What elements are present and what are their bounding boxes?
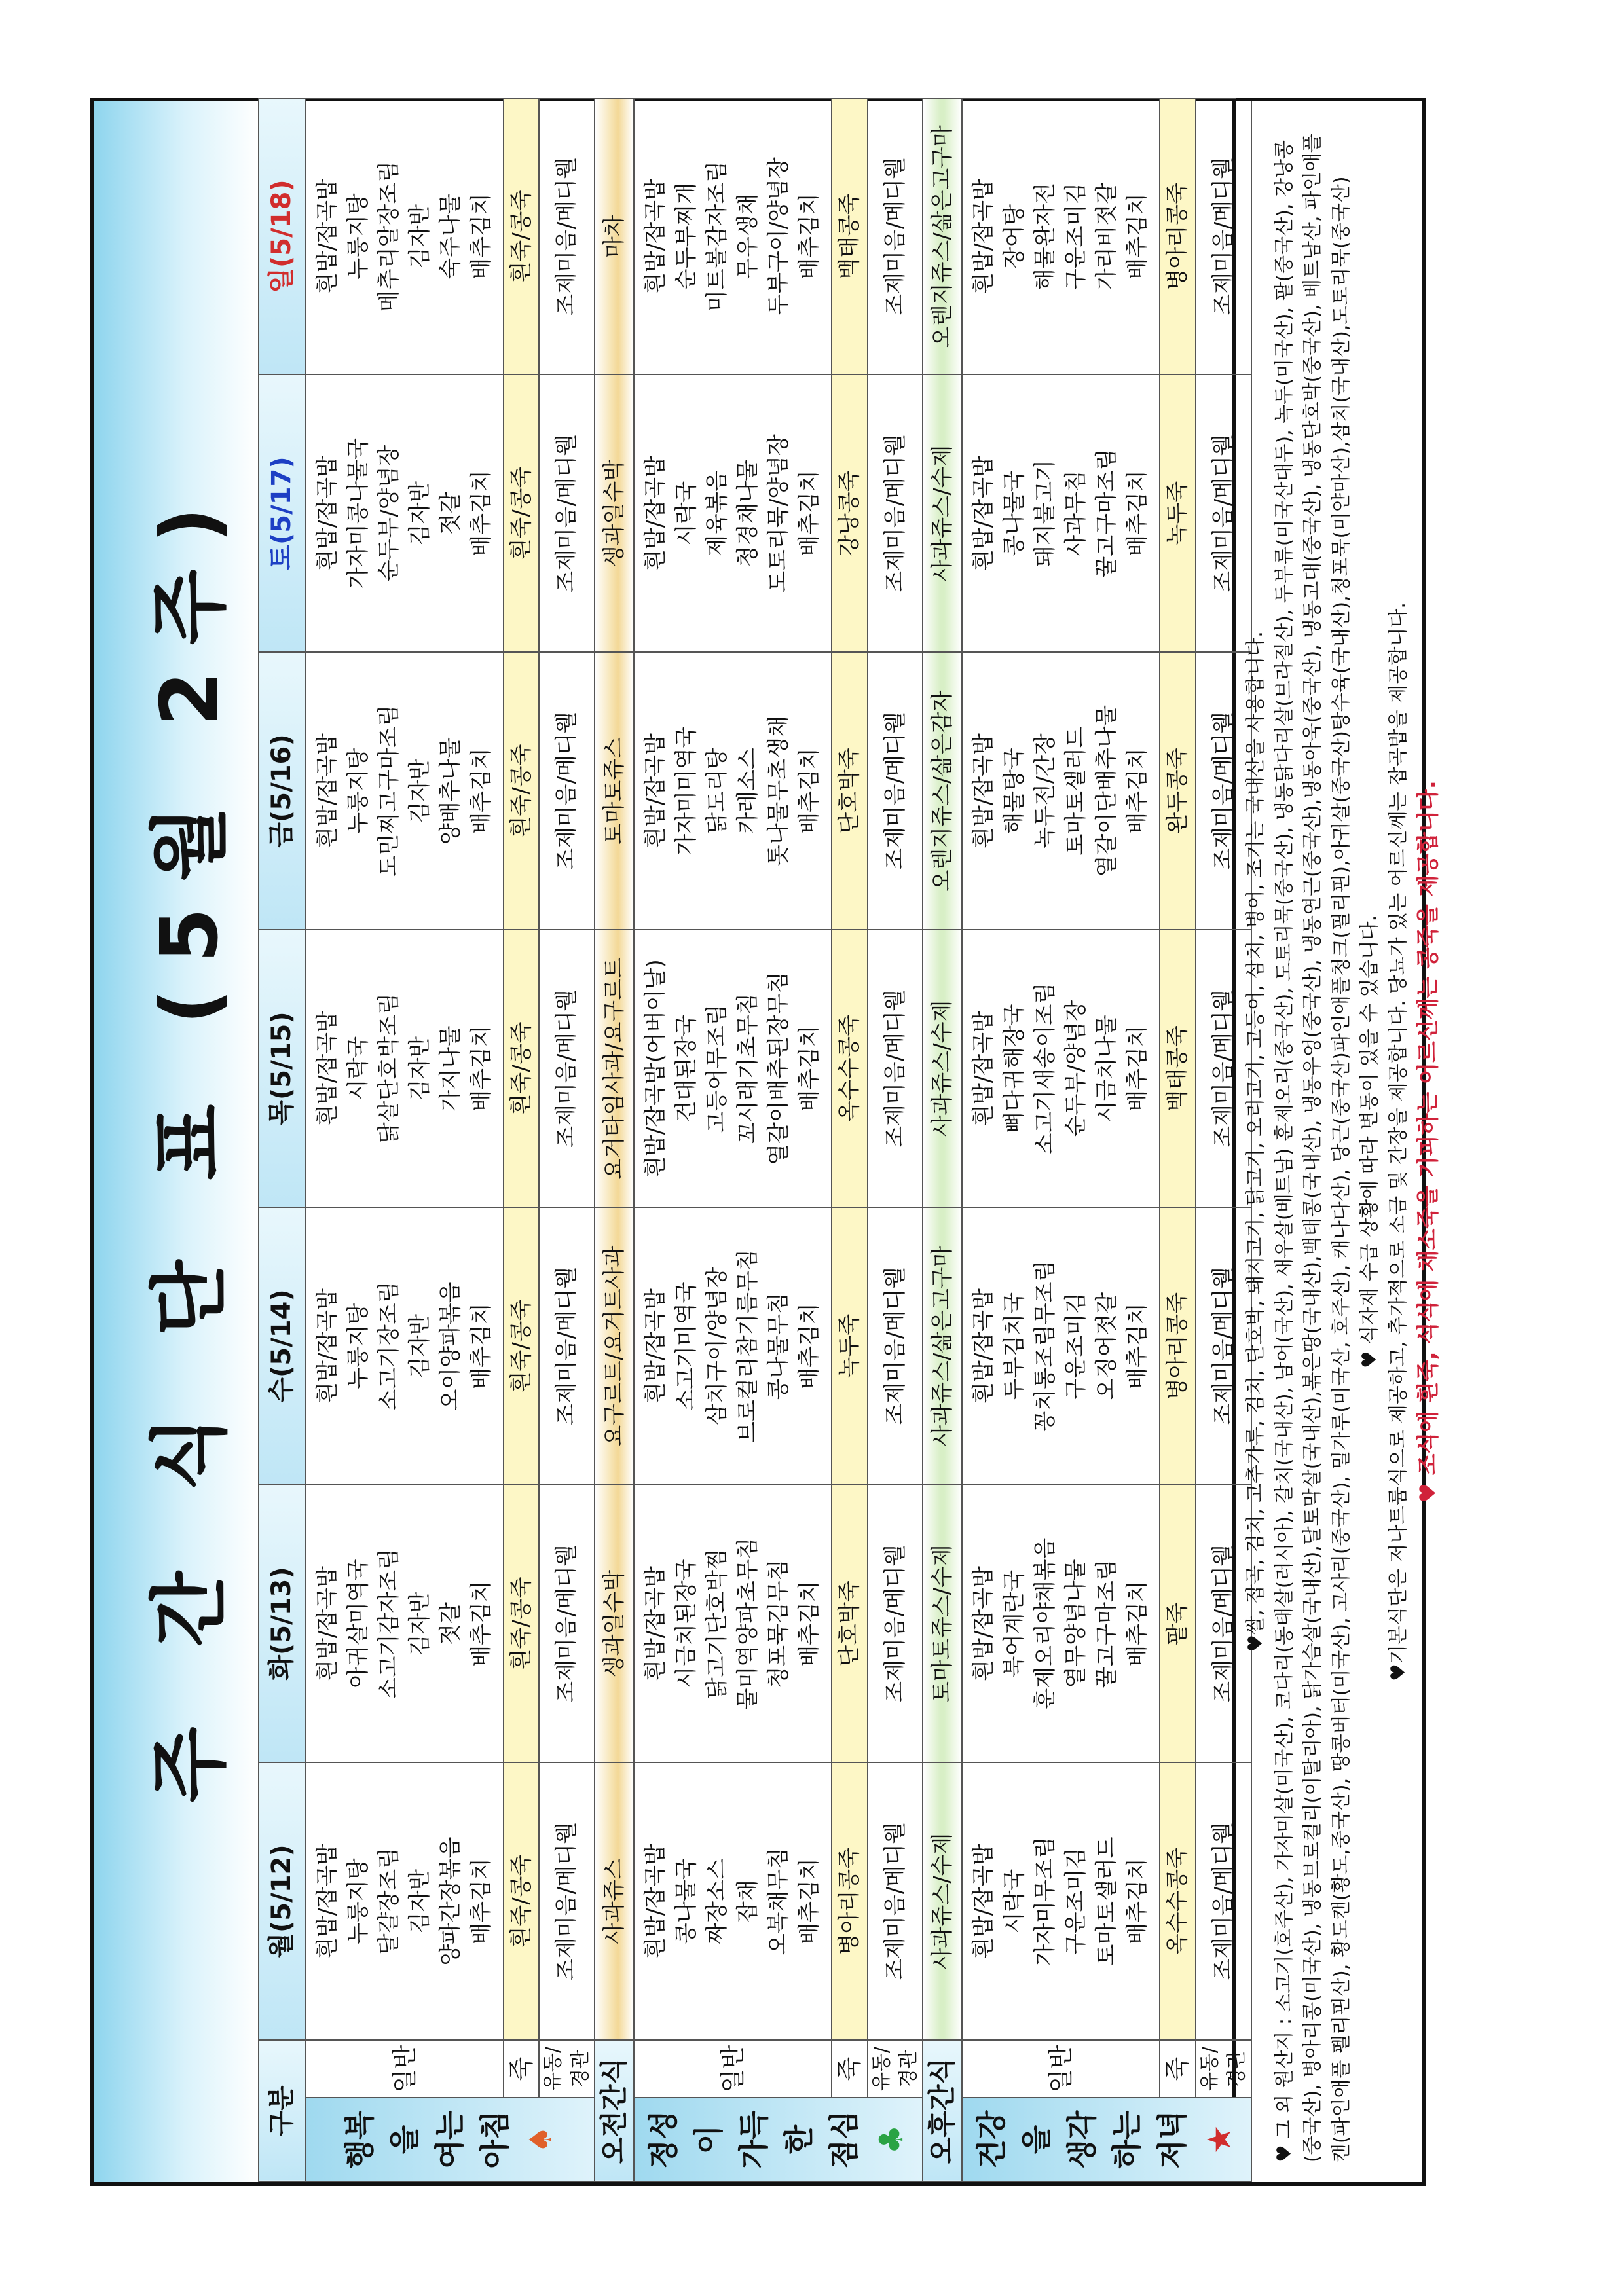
breakfast-fluid-row — [539, 98, 595, 2181]
menu-item: 구운조미김 — [1063, 1847, 1090, 1956]
menu-item: 톳나물무초생채 — [766, 716, 792, 866]
dinner-day-menu — [962, 930, 1160, 1207]
lunch-fluid: 조제미음/메디웰 — [868, 652, 923, 930]
menu-item: 열갈이단배추나물 — [1094, 704, 1120, 877]
menu-item: 오징어젓갈 — [1094, 1292, 1120, 1400]
dinner-day-menu — [962, 1207, 1160, 1485]
menu-item: 두부구이/양념장 — [766, 157, 792, 316]
menu-item: 건대된장국 — [673, 1014, 700, 1123]
menu-item: 닭살단호박조림 — [376, 993, 402, 1144]
menu-item: 닭고기단호박찜 — [704, 1548, 731, 1699]
menu-item: 가자미미역국 — [673, 726, 700, 856]
note-porridge: ♥ 조식에 흰죽, 석식에 채소죽을 기피하는 어르신께는 콩죽을 제공합니다. — [1415, 780, 1441, 1503]
breakfast-label-line: 행복을 — [342, 2110, 423, 2169]
dinner-label-line: 저녁 — [1154, 2110, 1190, 2169]
dinner-sub-porridge: 죽 — [1160, 2040, 1195, 2098]
breakfast-porridge: 흰죽/콩죽 — [504, 1207, 539, 1485]
menu-item: 배추김치 — [1124, 1858, 1151, 1944]
breakfast-day-menu — [306, 1485, 504, 1762]
note-change: ♥ 식자재 수급 상황에 따라 변동이 있을 수 있습니다. — [1358, 915, 1381, 1369]
menu-item: 토마토샐러드 — [1063, 726, 1090, 856]
dinner-porridge: 완두콩죽 — [1160, 652, 1195, 930]
note-rice: ♥쌀, 잡곡, 김치, 고추가루, 김치, 단호박, 돼지고기, 닭고기, 오리고기, 고등어, 삼치, 병어, 조기는 국내산을 사용합니다. — [1244, 631, 1267, 1652]
menu-item: 달걀장조림 — [376, 1847, 402, 1956]
lunch-label-line: 점심 — [826, 2110, 862, 2169]
lunch-fluid: 조제미음/메디웰 — [868, 1207, 923, 1485]
menu-item: 배추김치 — [468, 193, 494, 280]
lunch-porridge: 단호박죽 — [832, 652, 867, 930]
lunch-label-line: 가득한 — [735, 2110, 817, 2169]
breakfast-porridge: 흰죽/콩죽 — [504, 652, 539, 930]
lunch-porridge: 단호박죽 — [832, 1485, 867, 1762]
menu-item: 순두부찌개 — [673, 182, 700, 291]
note-origin: ♥ 그 외 원산지 : 소고기(호주산), 가자미살(미국산), 코다리(동태살(러시아), 갈치(국내산), 남어(국산), 새우살(베트남) 훈제오리(중국산), 도토리묵(중국산), 냉동닭다리살(브라질산), 두부류(미국산대두), 녹두(미국산), 팥(중국산), 강낭콩(중국산), 병아리콩(미국산), 냉동브로컬리(이탈리아), 닭가슴살(국내산),달토막살(국내산),볶은땅(국내산),백태콩(국내산), 냉동우엉(중국산), 냉동연근(중국산),냉동아욱(중국산), 냉동고대(중국산), 냉동단호박(중국산), 베트남산, 파인애플캔(파인애플 펠리핀산), 황도캔(황도,중국산), 땅콩버터(미국산), 고사리(중국산), 밀가루(미국산, 호주산), 캐나다산), 당근(중국산)파인애플청크(필리핀),아귀살(중국산)탕수육(국내산),청포묵(미얀마산),삼치(국내산),도토리묵(중국산) — [1272, 134, 1353, 2162]
breakfast-day-menu — [306, 1762, 504, 2040]
lunch-sub-general: 일반 — [634, 2040, 832, 2098]
dinner-day-menu — [962, 652, 1160, 930]
lunch-label-line: 정성이 — [645, 2110, 726, 2169]
menu-item: 도민찌고구마조림 — [376, 704, 402, 877]
dinner-porridge: 녹두죽 — [1160, 374, 1195, 652]
menu-item: 배추김치 — [468, 470, 494, 556]
dinner-porridge: 팥죽 — [1160, 1485, 1195, 1762]
pm_snack-item: 사과쥬스/수제 — [923, 374, 962, 652]
menu-item: 김자반 — [407, 481, 433, 546]
menu-item: 배추김치 — [796, 1303, 823, 1389]
day-header: 월(5/12) — [259, 1762, 306, 2040]
dinner-fluid: 조제미음/메디웰 — [1196, 652, 1251, 930]
note-basic: ♥기본식단은 저나트륨식으로 제공하고, 추가적으로 소금 및 간장을 제공합니다. 당뇨가 있는 어르신께는 잡곡밥을 제공합니다. — [1386, 602, 1410, 1681]
dinner-label-line: 건강을 — [973, 2110, 1054, 2169]
menu-item: 청포묵김무침 — [766, 1559, 792, 1688]
menu-item: 흰밥/잡곡밥 — [314, 179, 341, 294]
lunch-fluid: 조제미음/메디웰 — [868, 98, 923, 374]
dinner-day-menu — [962, 1485, 1160, 1762]
breakfast-fluid: 조제미음/메디웰 — [539, 930, 595, 1207]
menu-item: 시락국 — [1001, 1868, 1028, 1934]
dinner-porridge: 옥수수콩죽 — [1160, 1762, 1195, 2040]
menu-item: 흰밥/잡곡밥 — [314, 1288, 341, 1404]
dinner-fluid: 조제미음/메디웰 — [1196, 1485, 1251, 1762]
menu-item: 흰밥/잡곡밥 — [314, 1011, 341, 1126]
dinner-porridge: 병아리콩죽 — [1160, 1207, 1195, 1485]
menu-item: 구운조미김 — [1063, 1292, 1090, 1400]
menu-item: 꿀고구마조림 — [1094, 448, 1120, 578]
am_snack-item: 생과일수박 — [595, 1485, 634, 1762]
pm_snack-item: 오렌지쥬스/삶은감자 — [923, 652, 962, 930]
day-header: 일(5/18) — [259, 98, 306, 374]
menu-item: 시금치된장국 — [673, 1559, 700, 1688]
menu-item: 배추김치 — [796, 1025, 823, 1112]
lunch-fluid: 조제미음/메디웰 — [868, 930, 923, 1207]
menu-item: 열갈이배추된장무침 — [766, 972, 792, 1165]
header-label: 구분 — [259, 2040, 306, 2181]
menu-item: 구운조미김 — [1063, 182, 1090, 291]
dinner-fluid: 조제미음/메디웰 — [1196, 98, 1251, 374]
menu-item: 콩나물무침 — [766, 1292, 792, 1400]
menu-item: 콩나물국 — [673, 1858, 700, 1944]
lunch-fluid: 조제미음/메디웰 — [868, 1762, 923, 2040]
am_snack-row — [595, 98, 634, 2181]
pm_snack-label: 오후간식 — [923, 2040, 962, 2181]
breakfast-label — [306, 2098, 595, 2181]
breakfast-sub-general: 일반 — [306, 2040, 504, 2098]
menu-item: 배추김치 — [1124, 1303, 1151, 1389]
menu-item: 미트볼감자조림 — [704, 161, 731, 312]
breakfast-label-line: 아침 — [477, 2110, 513, 2169]
menu-item: 순두부/양념장 — [376, 445, 402, 582]
menu-item: 배추김치 — [468, 1858, 494, 1944]
menu-item: 오이양파볶음 — [437, 1281, 464, 1411]
star-icon: ★ — [1200, 2124, 1238, 2155]
breakfast-day-menu — [306, 1207, 504, 1485]
lunch-sub-fluid: 유동/경관 — [868, 2040, 923, 2098]
page-title: 주 간 식 단 표 (5월 2주) — [145, 481, 236, 1803]
menu-item: 시금치나물 — [1094, 1014, 1120, 1123]
dinner-label — [962, 2098, 1251, 2181]
menu-item: 흰밥/잡곡밥 — [642, 733, 669, 848]
dinner-label-line: 생각하는 — [1063, 2110, 1145, 2169]
header-row — [259, 98, 306, 2181]
menu-item: 흰밥/잡곡밥 — [970, 1566, 997, 1681]
dinner-porridge: 백태콩죽 — [1160, 930, 1195, 1207]
lunch-general-row — [634, 98, 832, 2181]
menu-item: 젓갈 — [437, 1602, 464, 1645]
menu-item: 배추김치 — [796, 1858, 823, 1944]
menu-item: 북어계란국 — [1001, 1569, 1028, 1678]
menu-item: 배추김치 — [1124, 748, 1151, 834]
day-header: 목(5/15) — [259, 930, 306, 1207]
dinner-general-row — [962, 98, 1160, 2181]
menu-item: 꼬시래기초무침 — [735, 993, 762, 1144]
menu-sheet — [90, 98, 1249, 2186]
dinner-fluid: 조제미음/메디웰 — [1196, 1762, 1251, 2040]
menu-item: 누룽지탕 — [345, 748, 371, 834]
menu-item: 흰밥/잡곡밥 — [314, 1844, 341, 1959]
menu-item: 소고기새송이조림 — [1032, 982, 1059, 1155]
breakfast-porridge: 흰죽/콩죽 — [504, 374, 539, 652]
menu-item: 흰밥/잡곡밥 — [970, 179, 997, 294]
breakfast-fluid: 조제미음/메디웰 — [539, 652, 595, 930]
menu-item: 흰밥/잡곡밥 — [970, 1288, 997, 1404]
lunch-day-menu — [634, 652, 832, 930]
breakfast-fluid: 조제미음/메디웰 — [539, 1485, 595, 1762]
am_snack-item: 요구르트/요거트사과 — [595, 1207, 634, 1485]
menu-item: 시락국 — [345, 1036, 371, 1101]
pm_snack-item: 토마토쥬스/수제 — [923, 1485, 962, 1762]
menu-item: 무우생채 — [735, 193, 762, 280]
menu-item: 배추김치 — [1124, 470, 1151, 556]
breakfast-day-menu — [306, 930, 504, 1207]
day-header: 화(5/13) — [259, 1485, 306, 1762]
breakfast-general-row — [306, 98, 504, 2181]
menu-item: 흰밥/잡곡밥 — [970, 733, 997, 848]
menu-item: 흰밥/잡곡밥 — [642, 1844, 669, 1959]
lunch-sub-porridge: 죽 — [832, 2040, 867, 2098]
menu-item: 흰밥/잡곡밥 — [314, 733, 341, 848]
menu-item: 김자반 — [407, 204, 433, 269]
menu-item: 가지나물 — [437, 1025, 464, 1112]
menu-item: 김자반 — [407, 1868, 433, 1934]
lunch-fluid-row — [868, 98, 923, 2181]
title-banner — [94, 101, 258, 2182]
menu-item: 흰밥/잡곡밥 — [642, 456, 669, 571]
menu-item: 뼈다귀해장국 — [1001, 1004, 1028, 1133]
breakfast-fluid: 조제미음/메디웰 — [539, 1207, 595, 1485]
lunch-fluid: 조제미음/메디웰 — [868, 374, 923, 652]
menu-item: 장어탕 — [1001, 204, 1028, 269]
breakfast-label-line: 여는 — [432, 2110, 468, 2169]
pm_snack-item: 오렌지쥬스/삶은고구마 — [923, 98, 962, 374]
menu-item: 제육볶음 — [704, 470, 731, 556]
menu-item: 순두부/양념장 — [1063, 1000, 1090, 1137]
menu-table — [258, 98, 1252, 2182]
day-header: 수(5/14) — [259, 1207, 306, 1485]
dinner-fluid: 조제미음/메디웰 — [1196, 930, 1251, 1207]
menu-item: 소고기감자조림 — [376, 1548, 402, 1699]
club-icon: ♣ — [872, 2124, 910, 2155]
lunch-day-menu — [634, 98, 832, 374]
lunch-day-menu — [634, 930, 832, 1207]
dinner-porridge-row — [1160, 98, 1195, 2181]
breakfast-sub-fluid: 유동/경관 — [539, 2040, 595, 2098]
menu-item: 해물탕국 — [1001, 748, 1028, 834]
am_snack-label: 오전간식 — [595, 2040, 634, 2181]
am_snack-item: 생과일수박 — [595, 374, 634, 652]
menu-item: 양배추나물 — [437, 737, 464, 845]
menu-item: 물미역양파초무침 — [735, 1537, 762, 1710]
menu-item: 콩나물국 — [1001, 470, 1028, 556]
menu-item: 사과무침 — [1063, 470, 1090, 556]
menu-item: 김자반 — [407, 1591, 433, 1656]
menu-item: 짜장소스 — [704, 1858, 731, 1944]
lunch-porridge: 옥수수콩죽 — [832, 930, 867, 1207]
pm_snack-row — [923, 98, 962, 2181]
dinner-sub-general: 일반 — [962, 2040, 1160, 2098]
menu-item: 토마토샐러드 — [1094, 1836, 1120, 1966]
menu-item: 돼지불고기 — [1032, 459, 1059, 568]
menu-item: 배추김치 — [1124, 193, 1151, 280]
menu-item: 오복채무침 — [766, 1847, 792, 1956]
pm_snack-item: 사과쥬스/삶은고구마 — [923, 1207, 962, 1485]
menu-item: 도토리묵/양념장 — [766, 434, 792, 592]
menu-item: 배추김치 — [468, 1580, 494, 1667]
menu-item: 누룽지탕 — [345, 193, 371, 280]
menu-item: 누룽지탕 — [345, 1858, 371, 1944]
menu-item: 꽁치통조림무조림 — [1032, 1260, 1059, 1432]
menu-item: 닭도리탕 — [704, 748, 731, 834]
menu-item: 흰밥/잡곡밥 — [970, 1011, 997, 1126]
lunch-porridge-row — [832, 98, 867, 2181]
menu-item: 고등어무조림 — [704, 1004, 731, 1133]
menu-item: 배추김치 — [796, 1580, 823, 1667]
breakfast-fluid: 조제미음/메디웰 — [539, 98, 595, 374]
lunch-porridge: 녹두죽 — [832, 1207, 867, 1485]
menu-item: 메추리알장조림 — [376, 161, 402, 312]
menu-item: 흰밥/잡곡밥(어버이날) — [642, 959, 669, 1178]
dinner-fluid: 조제미음/메디웰 — [1196, 1207, 1251, 1485]
breakfast-day-menu — [306, 98, 504, 374]
lunch-porridge: 병아리콩죽 — [832, 1762, 867, 2040]
menu-item: 삼치구이/양념장 — [704, 1267, 731, 1425]
menu-item: 청경채나물 — [735, 459, 762, 568]
lunch-day-menu — [634, 374, 832, 652]
notes-section — [1236, 98, 1441, 2186]
menu-item: 배추김치 — [796, 193, 823, 280]
menu-item: 흰밥/잡곡밥 — [314, 456, 341, 571]
breakfast-fluid: 조제미음/메디웰 — [539, 374, 595, 652]
menu-item: 김자반 — [407, 1036, 433, 1101]
menu-item: 흰밥/잡곡밥 — [642, 1566, 669, 1681]
menu-item: 양파간장볶음 — [437, 1836, 464, 1966]
dinner-day-menu — [962, 1762, 1160, 2040]
menu-item: 가자미콩나물국 — [345, 438, 371, 589]
menu-item: 숙주나물 — [437, 193, 464, 280]
menu-item: 배추김치 — [468, 1025, 494, 1112]
lunch-porridge: 강낭콩죽 — [832, 374, 867, 652]
pm_snack-item: 사과쥬스/수제 — [923, 1762, 962, 2040]
am_snack-item: 마차 — [595, 98, 634, 374]
menu-item: 브로컬리참기름무침 — [735, 1249, 762, 1443]
day-header: 토(5/17) — [259, 374, 306, 652]
breakfast-porridge: 흰죽/콩죽 — [504, 1762, 539, 2040]
menu-item: 시락국 — [673, 481, 700, 546]
dinner-day-menu — [962, 374, 1160, 652]
menu-item: 해물완자전 — [1032, 182, 1059, 291]
menu-item: 배추김치 — [468, 1303, 494, 1389]
menu-item: 두부김치국 — [1001, 1292, 1028, 1400]
dinner-porridge: 병아리콩죽 — [1160, 98, 1195, 374]
menu-item: 열무양념나물 — [1063, 1559, 1090, 1688]
spade-icon: ♠ — [523, 2126, 559, 2153]
menu-item: 흰밥/잡곡밥 — [642, 1288, 669, 1404]
menu-item: 배추김치 — [468, 748, 494, 834]
breakfast-porridge: 흰죽/콩죽 — [504, 1485, 539, 1762]
menu-item: 아귀살미역국 — [345, 1559, 371, 1688]
breakfast-fluid: 조제미음/메디웰 — [539, 1762, 595, 2040]
menu-item: 훈제오리야채볶음 — [1032, 1537, 1059, 1710]
menu-item: 가리비젓갈 — [1094, 182, 1120, 291]
menu-item: 소고기장조림 — [376, 1281, 402, 1411]
dinner-fluid: 조제미음/메디웰 — [1196, 374, 1251, 652]
menu-item: 흰밥/잡곡밥 — [314, 1566, 341, 1681]
dinner-day-menu — [962, 98, 1160, 374]
menu-item: 김자반 — [407, 1313, 433, 1379]
dinner-sub-fluid: 유동/경관 — [1196, 2040, 1251, 2098]
menu-item: 소고기미역국 — [673, 1281, 700, 1411]
breakfast-sub-porridge: 죽 — [504, 2040, 539, 2098]
menu-item: 흰밥/잡곡밥 — [970, 456, 997, 571]
lunch-porridge: 백태콩죽 — [832, 98, 867, 374]
menu-item: 김자반 — [407, 758, 433, 824]
lunch-day-menu — [634, 1207, 832, 1485]
lunch-day-menu — [634, 1485, 832, 1762]
menu-item: 배추김치 — [1124, 1025, 1151, 1112]
lunch-label — [634, 2098, 923, 2181]
menu-item: 배추김치 — [1124, 1580, 1151, 1667]
breakfast-porridge: 흰죽/콩죽 — [504, 930, 539, 1207]
am_snack-item: 요거타임사과/요구르트 — [595, 930, 634, 1207]
menu-item: 흰밥/잡곡밥 — [642, 179, 669, 294]
menu-item: 배추김치 — [796, 470, 823, 556]
menu-item: 잡채 — [735, 1880, 762, 1923]
lunch-fluid: 조제미음/메디웰 — [868, 1485, 923, 1762]
menu-item: 카레소스 — [735, 748, 762, 834]
am_snack-item: 사과쥬스 — [595, 1762, 634, 2040]
menu-item: 배추김치 — [796, 748, 823, 834]
lunch-day-menu — [634, 1762, 832, 2040]
breakfast-porridge: 흰죽/콩죽 — [504, 98, 539, 374]
menu-item: 누룽지탕 — [345, 1303, 371, 1389]
menu-item: 녹두전/간장 — [1032, 733, 1059, 848]
menu-item: 꿀고구마조림 — [1094, 1559, 1120, 1688]
menu-item: 가자미무조림 — [1032, 1836, 1059, 1966]
pm_snack-item: 사과쥬스/수제 — [923, 930, 962, 1207]
menu-item: 흰밥/잡곡밥 — [970, 1844, 997, 1959]
day-header: 금(5/16) — [259, 652, 306, 930]
menu-item: 젓갈 — [437, 492, 464, 535]
breakfast-day-menu — [306, 374, 504, 652]
am_snack-item: 토마토쥬스 — [595, 652, 634, 930]
breakfast-porridge-row — [504, 98, 539, 2181]
breakfast-day-menu — [306, 652, 504, 930]
